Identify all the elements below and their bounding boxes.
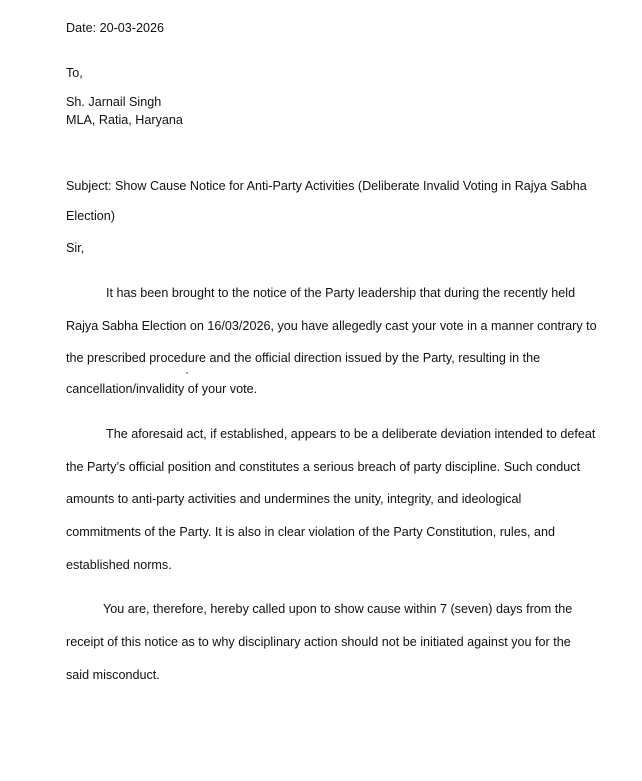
paragraph-line: Rajya Sabha Election on 16/03/2026, you have allegedly cast your vote in a manner contrary to <box>66 319 597 333</box>
paragraph-line: receipt of this notice as to why disciplinary action should not be initiated against you for the <box>66 635 571 649</box>
subject-line: Subject: Show Cause Notice for Anti-Party Activities (Deliberate Invalid Voting in Rajya Sabha <box>66 179 587 193</box>
letter-date: Date: 20-03-2026 <box>66 21 165 35</box>
letter-to: To, <box>66 66 83 80</box>
paragraph-line: the prescribed procedure and the official direction issued by the Party, resulting in the <box>66 351 541 365</box>
recipient-name: Sh. Jarnail Singh <box>66 95 162 109</box>
paragraph-line: commitments of the Party. It is also in clear violation of the Party Constitution, rules, and <box>66 525 556 539</box>
recipient-title: MLA, Ratia, Haryana <box>66 113 183 127</box>
paragraph-line: the Party’s official position and constitutes a serious breach of party discipline. Such conduct <box>66 460 581 474</box>
scan-speck <box>186 372 188 374</box>
paragraph-line: established norms. <box>66 558 172 572</box>
paragraph-line: said misconduct. <box>66 668 160 682</box>
paragraph-line: The aforesaid act, if established, appears to be a deliberate deviation intended to defeat <box>106 427 596 441</box>
paragraph-line: You are, therefore, hereby called upon to show cause within 7 (seven) days from the <box>103 602 573 616</box>
paragraph-line: amounts to anti-party activities and undermines the unity, integrity, and ideological <box>66 492 522 506</box>
salutation: Sir, <box>66 241 85 255</box>
paragraph-line: cancellation/invalidity of your vote. <box>66 382 258 396</box>
paragraph-line: It has been brought to the notice of the Party leadership that during the recently held <box>106 286 576 300</box>
subject-line-continued: Election) <box>66 209 115 223</box>
